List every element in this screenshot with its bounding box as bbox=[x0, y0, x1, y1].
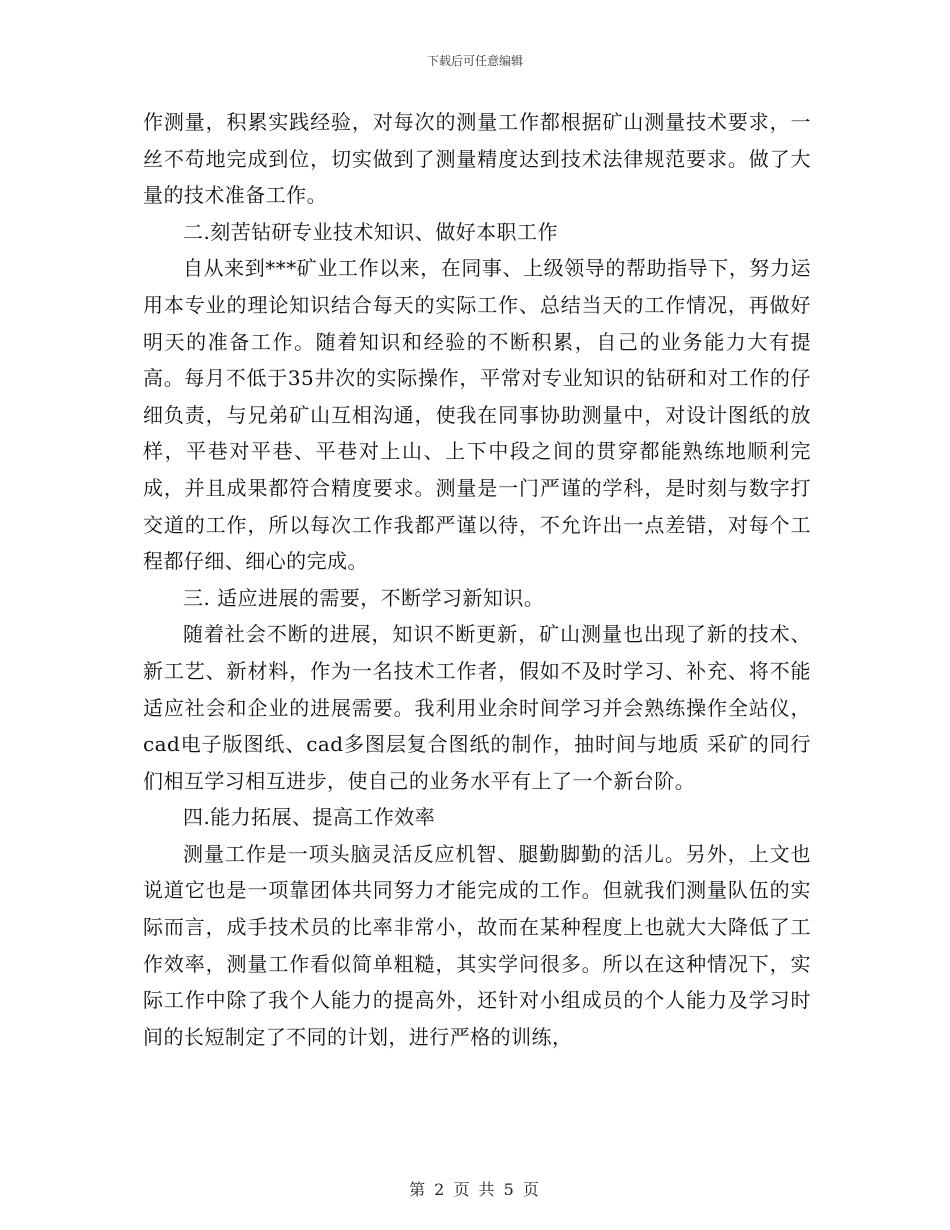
paragraph-continuation: 作测量，积累实践经验，对每次的测量工作都根据矿山测量技术要求，一丝不苟地完成到位，切实做到了测量精度达到技术法律规范要求。做了大量的技术准备工作。 bbox=[143, 110, 811, 208]
section-heading-4: 四.能力拓展、提高工作效率 bbox=[183, 805, 436, 830]
page-number-footer: 第 2 页 共 5 页 bbox=[409, 1180, 541, 1199]
paragraph-section-4: 测量工作是一项头脑灵活反应机智、腿勤脚勤的活儿。另外，上文也说道它也是一项靠团体共同努力才能完成的工作。但就我们测量队伍的实际而言，成手技术员的比率非常小，故而在某种程度上也就大大降低了工作效率，测量工作看似简单粗糙，其实学问很多。所以在这种情况下，实际工作中除了我个人能力的提高外，还针对小组成员的个人能力及学习时间的长短制定了不同的计划，进行严格的训练， bbox=[143, 841, 811, 1049]
page-header-note: 下载后可任意编辑 bbox=[426, 54, 523, 68]
section-heading-2: 二.刻苦钻研专业技术知识、做好本职工作 bbox=[183, 219, 558, 244]
document-body bbox=[143, 104, 811, 1055]
paragraph-section-3: 随着社会不断的进展，知识不断更新，矿山测量也出现了新的技术、新工艺、新材料，作为一名技术工作者，假如不及时学习、补充、将不能适应社会和企业的进展需要。我利用业余时间学习并会熟练操作全站仪，cad电子版图纸、cad多图层复合图纸的制作，抽时间与地质 采矿的同行们相互学习相互进步，使自己的业务水平有上了一个新台阶。 bbox=[143, 622, 811, 793]
paragraph-section-2: 自从来到***矿业工作以来，在同事、上级领导的帮助指导下，努力运用本专业的理论知识结合每天的实际工作、总结当天的工作情况，再做好明天的准备工作。随着知识和经验的不断积累，自己的业务能力大有提高。每月不低于35井次的实际操作，平常对专业知识的钻研和对工作的仔细负责，与兄弟矿山互相沟通，使我在同事协助测量中，对设计图纸的放样，平巷对平巷、平巷对上山、上下中段之间的贯穿都能熟练地顺利完成，并且成果都符合精度要求。测量是一门严谨的学科，是时刻与数字打交道的工作，所以每次工作我都严谨以待，不允许出一点差错，对每个工程都仔细、细心的完成。 bbox=[143, 256, 811, 574]
section-heading-3: 三. 适应进展的需要，不断学习新知识。 bbox=[183, 585, 545, 610]
